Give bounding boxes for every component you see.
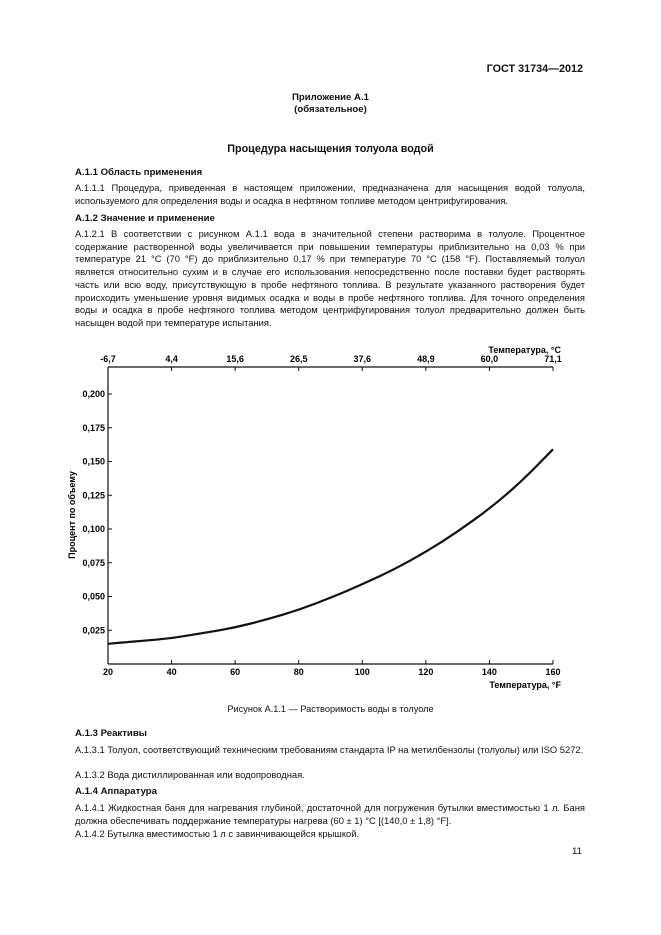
x-tick-label: 160 xyxy=(545,667,561,677)
series-line xyxy=(108,449,553,644)
x2-tick-label: 4,4 xyxy=(165,354,178,364)
top-axis-title: Температура, °С xyxy=(488,345,561,355)
paragraph-a131: А.1.3.1 Толуол, соответствующий техническим требованиям стандарта IP на метилбензолы (толуолы) или ISO 5272. xyxy=(75,744,584,755)
x2-tick-label: 48,9 xyxy=(417,354,435,364)
y-axis-title: Процент по объему xyxy=(67,471,77,559)
paragraph-a121: А.1.2.1 В соответствии с рисунком А.1.1 вода в значительной степени растворима в толуоле. Процентное содержание растворенной воды увеличивается при повышении температуры приблизительно на 0,03 % при температуре 21 °С (70 °F) до приблизительно 0,17 % при температуре 70 °С (158 °F). Поставляемый толуол является относительно сухим и в случае его использования непосредственно после поставки будет растворять часть или всю воду, присутствующую в пробе нефтяного топлива. В результате указанного растворения будет происходить уменьшение уровня видимых осадка и воды в пробе нефтяного топлива. Для точного определения воды и осадка в пробе нефтяного топлива методом центрифугирования толуол предварительно должен быть насыщен водой при температуре испытания. xyxy=(75,228,585,328)
x-tick-label: 20 xyxy=(102,667,114,677)
annex-title: Процедура насыщения толуола водой xyxy=(227,143,434,155)
annex-heading xyxy=(0,92,661,116)
x-tick-label: 80 xyxy=(293,667,304,677)
page-number: 11 xyxy=(572,846,582,857)
paragraph-a141: А.1.4.1 Жидкостная баня для нагревания глубиной, достаточной для погружения бутылки вместимостью 1 л. Баня должна обеспечивать поддержание температуры нагрева (60 ± 1) °С [(140,0 ± 1,8) °F]. xyxy=(75,802,585,826)
document-header-id: ГОСТ 31734—2012 xyxy=(486,63,583,75)
section-heading-significance: А.1.2 Значение и применение xyxy=(75,213,215,224)
section-heading-reagents: А.1.3 Реактивы xyxy=(75,728,147,739)
paragraph-a111: А.1.1.1 Процедура, приведенная в настоящем приложении, предназначена для насыщения водой толуола, используемого для определения воды и осадка в нефтяном топливе методом центрифугирования. xyxy=(75,182,585,206)
paragraph-a132: А.1.3.2 Вода дистиллированная или водопроводная. xyxy=(75,769,305,780)
y-tick-label: 0,100 xyxy=(82,524,105,534)
x2-tick-label: 60,0 xyxy=(480,354,499,364)
x-tick-label: 120 xyxy=(418,667,434,677)
x-tick-label: 140 xyxy=(481,667,497,677)
x-tick-label: 100 xyxy=(354,667,370,677)
x2-tick-label: 15,6 xyxy=(226,354,244,364)
figure-caption: Рисунок А.1.1 — Растворимость воды в толуоле xyxy=(227,704,434,714)
x-tick-label: 40 xyxy=(166,667,177,677)
annex-status: (обязательное) xyxy=(294,104,367,115)
y-tick-label: 0,150 xyxy=(82,456,105,467)
y-tick-label: 0,125 xyxy=(82,490,105,501)
chart-frame xyxy=(108,367,553,664)
y-tick-label: 0,175 xyxy=(82,422,105,433)
y-tick-label: 0,200 xyxy=(82,389,105,399)
solubility-chart xyxy=(0,345,661,700)
x2-tick-label: 26,5 xyxy=(289,354,308,364)
y-tick-label: 0,050 xyxy=(82,591,105,602)
y-tick-label: 0,075 xyxy=(82,557,105,568)
paragraph-a142: А.1.4.2 Бутылка вместимостью 1 л с завинчивающейся крышкой. xyxy=(75,828,360,839)
x2-tick-label: 71,1 xyxy=(544,354,562,364)
bottom-axis-title: Температура, °F xyxy=(489,680,561,690)
x2-tick-label: -6,7 xyxy=(100,354,116,364)
y-tick-label: 0,025 xyxy=(82,625,105,636)
section-heading-scope: А.1.1 Область применения xyxy=(75,167,203,178)
section-heading-apparatus: А.1.4 Аппаратура xyxy=(75,786,157,797)
x2-tick-label: 37,6 xyxy=(353,354,372,364)
x-tick-label: 60 xyxy=(230,667,241,677)
annex-label: Приложение А.1 xyxy=(292,92,369,103)
